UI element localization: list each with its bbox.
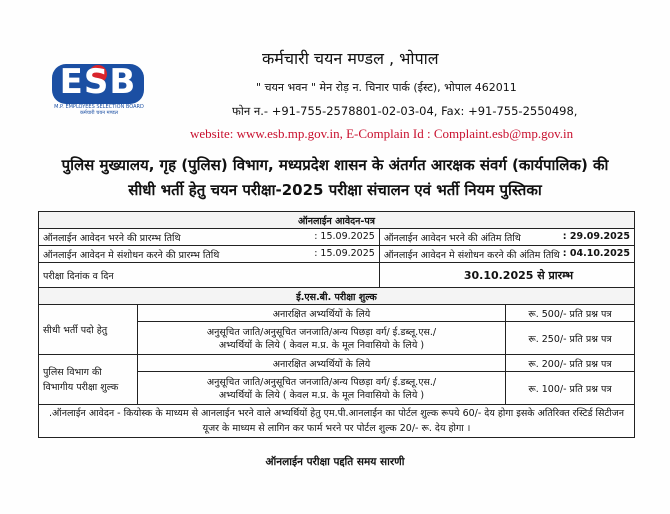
direct-recruitment-label: सीधी भर्ती पदो हेतु [39, 305, 138, 355]
dept-reserved-line1: अनुसूचित जाति/अनुसूचित जनजाति/अन्य पिछड़ा वर्ग/ ई.डब्लू.एस./ [206, 377, 437, 388]
org-phone: फोन न.- +91-755-2578801-02-03-04, Fax: +91-755-2550498, [232, 104, 578, 118]
corr-start-cell [39, 246, 380, 263]
corr-end-cell [379, 246, 634, 263]
table-row [39, 305, 635, 322]
exam-date-label: परीक्षा दिनांक व दिन [39, 263, 380, 288]
reserved-line1: अनुसूचित जाति/अनुसूचित जनजाति/अन्य पिछड़ा वर्ग/ ई.डब्लू.एस./ [206, 327, 437, 338]
exam-date-value: 30.10.2025 से प्रारम्भ [379, 263, 634, 288]
reserved-line2: अभ्यर्थियों के लिये ( केवल म.प्र. के मूल निवासियो के लिये ) [218, 340, 425, 351]
corr-start-label: ऑनलाईन आवेदन मे संशोधन करने की प्रारम्भ तिथि [43, 249, 220, 261]
table-row [39, 263, 635, 288]
dept-reserved-label [138, 372, 506, 405]
end-date-value: : 29.09.2025 [562, 230, 630, 242]
corr-end-label: ऑनलाईन आवेदन मे संशोधन करने की अंतिम तिथि [383, 249, 560, 261]
fee-header: ई.एस.बी. परीक्षा शुल्क [39, 288, 635, 305]
corr-end-value: : 04.10.2025 [562, 247, 630, 259]
dept-exam-label: पुलिस विभाग की विभागीय परीक्षा शुल्क [39, 355, 138, 405]
fee-500: रू. 500/- प्रति प्रश्न पत्र [506, 305, 635, 322]
doc-title-line1: पुलिस मुख्यालय, गृह (पुलिस) विभाग, मध्यप्रदेश शासन के अंतर्गत आरक्षक संवर्ग (कार्यपालिक) की [61, 156, 609, 174]
portal-fee-note: .ऑनलाईन आवेदन - कियोस्क के माध्यम से आनलाईन भरने वाले अभ्यर्थियों हेतु एम.पी.आनलाईन का पोर्टल शुल्क रूपये 60/- देय होगा इसके अतिरिक्त रस्टिर्ड सिटीजन यूजर के माध्यम से लागिन कर फार्म भरने पर पोर्टल शुल्क 20/- रू. देय होगा । [39, 405, 635, 438]
start-date-value: : 15.09.2025 [314, 230, 375, 242]
logo-text: ESB [59, 62, 137, 102]
start-date-label: ऑनलाईन आवेदन भरने की प्रारम्भ तिथि [43, 232, 181, 244]
fee-100: रू. 100/- प्रति प्रश्न पत्र [506, 372, 635, 405]
schedule-table [38, 211, 635, 438]
end-date-cell [379, 229, 634, 246]
corr-start-value: : 15.09.2025 [314, 247, 375, 259]
reserved-label [138, 322, 506, 355]
org-website[interactable]: website: www.esb.mp.gov.in, E-Complain Id : Complaint.esb@mp.gov.in [190, 126, 574, 141]
footer-heading: ऑनलाईन परीक्षा पद्दति समय सारणी [265, 456, 405, 468]
fee-200: रू. 200/- प्रति प्रश्न पत्र [506, 355, 635, 372]
doc-title-line2: सीधी भर्ती हेतु चयन परीक्षा-2025 परीक्षा संचालन एवं भर्ती नियम पुस्तिका [128, 181, 542, 199]
table-row [39, 229, 635, 246]
dept-unreserved-label: अनारक्षित अभ्यर्थियों के लिये [138, 355, 506, 372]
unreserved-label: अनारक्षित अभ्यर्थियों के लिये [138, 305, 506, 322]
online-header: ऑनलाईन आवेदन-पत्र [39, 212, 635, 229]
logo-subtitle: M.P. EMPLOYEES SELECTION BOARD कर्मचारी चयन मण्डल [54, 104, 144, 116]
dept-reserved-line2: अभ्यर्थियों के लिये ( केवल म.प्र. के मूल निवासियो के लिये ) [218, 390, 425, 401]
org-name: कर्मचारी चयन मण्डल , भोपाल [262, 49, 439, 68]
table-row [39, 246, 635, 263]
table-row [39, 355, 635, 372]
start-date-cell [39, 229, 380, 246]
org-address: " चयन भवन " मेन रोड़ न. चिनार पार्क (ईस्ट), भोपाल 462011 [256, 81, 517, 94]
fee-250: रू. 250/- प्रति प्रश्न पत्र [506, 322, 635, 355]
end-date-label: ऑनलाईन आवेदन भरने की अंतिम तिथि [383, 232, 521, 244]
